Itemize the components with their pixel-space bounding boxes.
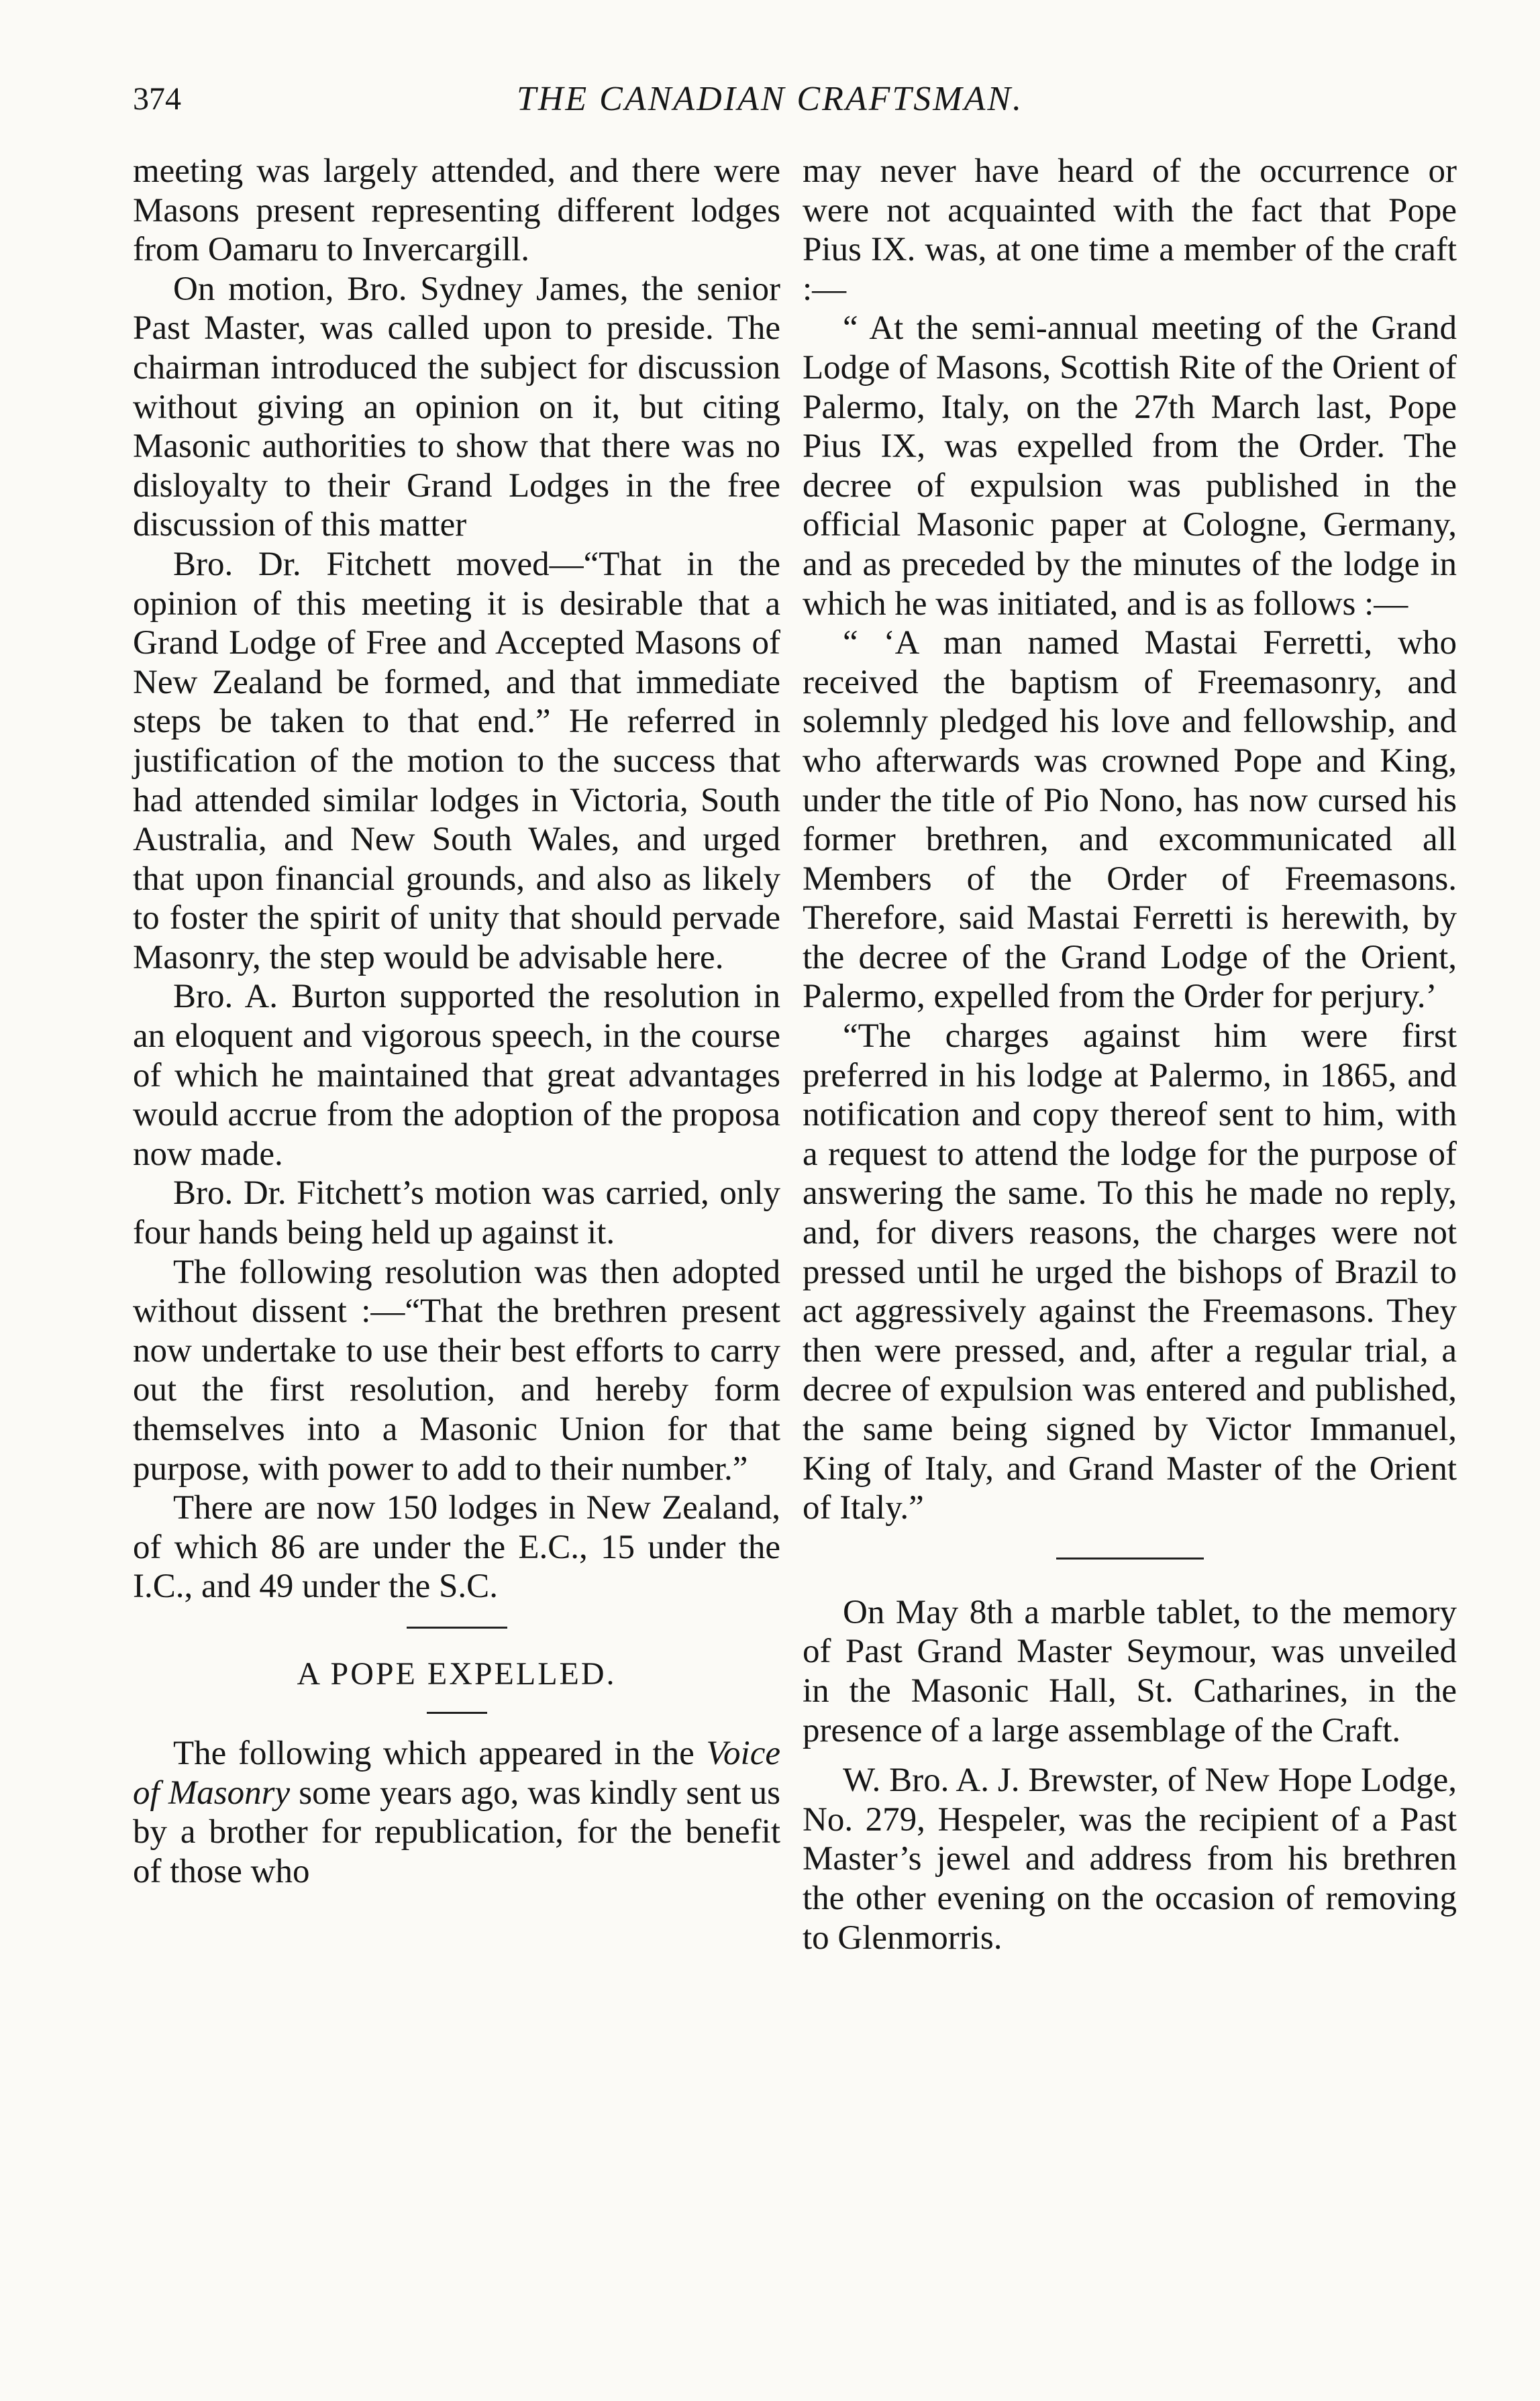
paragraph: “The charges against him were first preferred in his lodge at Palermo, in 1865, and notification and copy thereof sent to him, with a request to attend the lodge for the purpose of answering the same. To this he made no reply, and, for divers reasons, the charges were not pressed until he urged the bishops of Brazil to act aggressively against the Freemasons. They then were pressed, and, after a regular trial, a decree of expulsion was entered and published, the same being signed by Victor Immanuel, King of Italy, and Grand Master of the Orient of Italy.”	[803, 1017, 1457, 1527]
running-head	[0, 72, 1540, 126]
left-column	[133, 152, 780, 1891]
paragraph: On motion, Bro. Sydney James, the senior Past Master, was called upon to preside. The chairman introduced the subject for discussion without giving an opinion on it, but citing Masonic authorities to show that there was no disloyalty to their Grand Lodges in the free discussion of this matter	[133, 270, 780, 544]
publication-title: Voice of Masonry	[133, 1734, 780, 1812]
paragraph: “ At the semi-annual meeting of the Grand Lodge of Masons, Scottish Rite of the Orient of Palermo, Italy, on the 27th March last, Pope Pius IX, was expelled from the Order. The decree of expulsion was published in the official Masonic paper at Cologne, Germany, and as preceded by the minutes of the lodge in which he was initiated, and is as follows :—	[803, 309, 1457, 623]
paragraph: meeting was largely attended, and there were Masons present representing different lodges from Oamaru to Invercargill.	[133, 152, 780, 269]
section-heading: A POPE EXPELLED.	[297, 1655, 617, 1692]
page-number: 374	[133, 81, 181, 117]
paragraph: “ ‘A man named Mastai Ferretti, who received the baptism of Freemasonry, and solemnly pledged his love and fellowship, and who afterwards was crowned Pope and King, under the title of Pio Nono, has now cursed his former brethren, and excommunicated all Members of the Order of Freemasons. Therefore, said Mastai Ferretti is herewith, by the decree of the Grand Lodge of the Orient, Palermo, expelled from the Order for perjury.’	[803, 624, 1457, 1016]
paragraph: Bro. Dr. Fitchett moved—“That in the opinion of this meeting it is desirable that a Grand Lodge of Free and Accepted Masons of New Zealand be formed, and that immediate steps be taken to that end.” He referred in justification of the motion to the success that had attended similar lodges in Victoria, South Australia, and New South Wales, and urged that upon financial grounds, and also as likely to foster the spirit of unity that should pervade Masonry, the step would be advisable here.	[133, 545, 780, 976]
paragraph-text: some years ago, was kindly sent us by a brother for republication, for the benefit of those who	[133, 1774, 781, 1890]
journal-title: THE CANADIAN CRAFTSMAN.	[516, 80, 1024, 118]
paragraph-text: The following which appeared in the	[173, 1734, 707, 1772]
right-column	[803, 152, 1457, 1957]
paragraph	[133, 1734, 780, 1891]
paragraph: W. Bro. A. J. Brewster, of New Hope Lodge, No. 279, Hespeler, was the recipient of a Past Master’s jewel and address from his brethren the other evening on the occasion of removing to Glenmorris.	[803, 1761, 1457, 1957]
paragraph: Bro. A. Burton supported the resolution in an eloquent and vigorous speech, in the course of which he maintained that great advantages would accrue from the adoption of the proposa now made.	[133, 978, 780, 1173]
paragraph: may never have heard of the occurrence or were not acquainted with the fact that Pope Pius IX. was, at one time a member of the craft :—	[803, 152, 1457, 308]
paragraph: Bro. Dr. Fitchett’s motion was carried, only four hands being held up against it.	[133, 1174, 780, 1252]
paragraph: There are now 150 lodges in New Zealand, of which 86 are under the E.C., 15 under the I.C., and 49 under the S.C.	[133, 1489, 780, 1606]
section-divider	[407, 1627, 507, 1629]
section-divider	[1056, 1557, 1204, 1560]
paragraph: On May 8th a marble tablet, to the memory of Past Grand Master Seymour, was unveiled in the Masonic Hall, St. Catharines, in the presence of a large assemblage of the Craft.	[803, 1593, 1457, 1749]
paragraph: The following resolution was then adopted without dissent :—“That the brethren present now undertake to use their best efforts to carry out the first resolution, and hereby form themselves into a Masonic Union for that purpose, with power to add to their number.”	[133, 1253, 780, 1488]
